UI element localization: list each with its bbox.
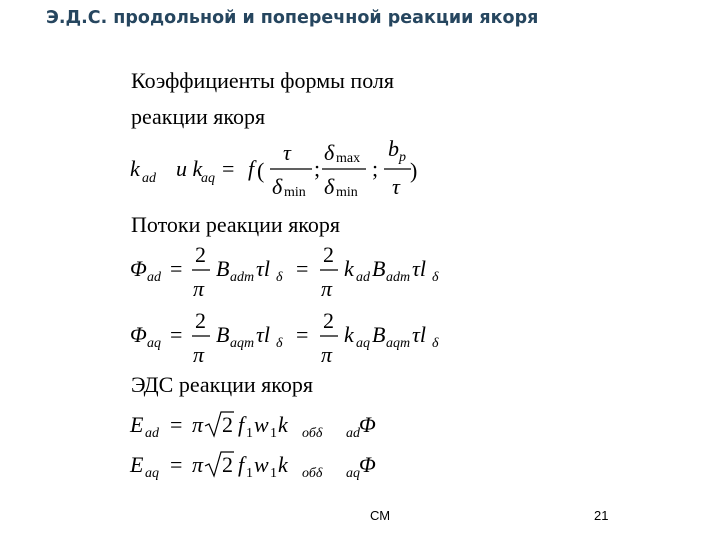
svg-text:=: =: [296, 256, 309, 281]
svg-text:adm: adm: [230, 270, 255, 285]
svg-text:B: B: [216, 256, 230, 281]
svg-text:2: 2: [222, 452, 233, 477]
svg-text:f: f: [238, 412, 245, 437]
svg-text:adm: adm: [386, 270, 411, 285]
svg-text:δ: δ: [324, 140, 335, 165]
svg-text:aqm: aqm: [386, 336, 411, 351]
svg-text:min: min: [284, 185, 306, 200]
section-heading-emf: ЭДС реакции якоря: [131, 372, 313, 397]
svg-text:=: =: [170, 412, 183, 437]
svg-text:B: B: [216, 322, 230, 347]
svg-text:ad: ad: [147, 270, 161, 285]
svg-text:=: =: [170, 256, 183, 281]
svg-text:aq: aq: [201, 171, 215, 186]
svg-text:aqm: aqm: [230, 336, 255, 351]
svg-text:δ: δ: [276, 270, 283, 285]
svg-text:p: p: [399, 150, 406, 165]
svg-text:2: 2: [195, 308, 206, 333]
svg-text:δ: δ: [276, 336, 283, 351]
svg-text:обδ: обδ: [302, 466, 323, 481]
svg-text:aq: aq: [356, 336, 370, 351]
section-heading-form-coefficients: Коэффициенты формы поля: [131, 68, 395, 93]
svg-text:π: π: [193, 342, 205, 367]
section-heading-fluxes: Потоки реакции якоря: [131, 212, 340, 237]
svg-text:k: k: [278, 412, 288, 437]
svg-text:ad: ad: [356, 270, 370, 285]
svg-text:w: w: [254, 412, 269, 437]
svg-text:ad: ad: [346, 426, 360, 441]
svg-text:Φ: Φ: [130, 256, 147, 281]
svg-text:π: π: [192, 452, 204, 477]
svg-text:π: π: [321, 342, 333, 367]
svg-text:2: 2: [195, 242, 206, 267]
page-number: 21: [594, 508, 609, 523]
svg-text:=: =: [170, 322, 183, 347]
svg-text:=: =: [222, 156, 235, 181]
svg-text:ad: ad: [145, 426, 159, 441]
svg-text:π: π: [321, 276, 333, 301]
svg-text:(: (: [257, 158, 265, 183]
section-heading-form-coefficients-cont: реакции якоря: [131, 104, 266, 129]
svg-text:1: 1: [246, 466, 253, 481]
svg-text:k: k: [278, 452, 288, 477]
svg-text:τl: τl: [256, 322, 270, 347]
svg-text:2: 2: [323, 242, 334, 267]
emf-ad-formula: [126, 406, 406, 446]
slide-title: Э.Д.С. продольной и поперечной реакции якоря: [46, 8, 539, 28]
footer-author: СМ: [370, 508, 391, 523]
flux-ad-formula: [126, 240, 466, 304]
svg-text:f: f: [248, 156, 255, 181]
svg-text:aq: aq: [147, 336, 161, 351]
svg-text:2: 2: [323, 308, 334, 333]
svg-text:;: ;: [372, 156, 379, 181]
svg-text:f: f: [238, 452, 245, 477]
svg-text:max: max: [336, 151, 361, 166]
svg-text:1: 1: [270, 426, 277, 441]
svg-text:b: b: [388, 136, 399, 161]
svg-text:1: 1: [270, 466, 277, 481]
svg-text:обδ: обδ: [302, 426, 323, 441]
svg-text:k: k: [344, 322, 354, 347]
svg-text:=: =: [170, 452, 183, 477]
svg-text:τl: τl: [256, 256, 270, 281]
svg-text:τl: τl: [412, 322, 426, 347]
svg-text:w: w: [254, 452, 269, 477]
svg-text:Φ: Φ: [130, 322, 147, 347]
svg-text:B: B: [372, 322, 386, 347]
svg-text:ad: ad: [142, 171, 156, 186]
svg-text:δ: δ: [272, 174, 283, 199]
svg-text:B: B: [372, 256, 386, 281]
svg-text:;: ;: [314, 156, 321, 181]
svg-text:δ: δ: [432, 336, 439, 351]
flux-aq-formula: [126, 306, 466, 370]
svg-text:E: E: [130, 412, 144, 437]
svg-text:E: E: [130, 452, 144, 477]
svg-text:k: k: [130, 156, 140, 181]
form-coefficient-formula: [126, 136, 446, 206]
svg-text:aq: aq: [145, 466, 159, 481]
svg-text:δ: δ: [324, 174, 335, 199]
svg-text:δ: δ: [432, 270, 439, 285]
svg-text:1: 1: [246, 426, 253, 441]
svg-text:aq: aq: [346, 466, 360, 481]
svg-text:и k: и k: [176, 156, 203, 181]
emf-aq-formula: [126, 446, 406, 486]
svg-text:min: min: [336, 185, 358, 200]
svg-text:=: =: [296, 322, 309, 347]
svg-text:Φ: Φ: [359, 412, 376, 437]
svg-text:τl: τl: [412, 256, 426, 281]
svg-text:k: k: [344, 256, 354, 281]
svg-text:π: π: [192, 412, 204, 437]
svg-text:π: π: [193, 276, 205, 301]
svg-text:τ: τ: [283, 140, 291, 165]
svg-text:2: 2: [222, 412, 233, 437]
svg-text:): ): [410, 158, 418, 183]
svg-text:Φ: Φ: [359, 452, 376, 477]
svg-text:τ: τ: [392, 174, 400, 199]
